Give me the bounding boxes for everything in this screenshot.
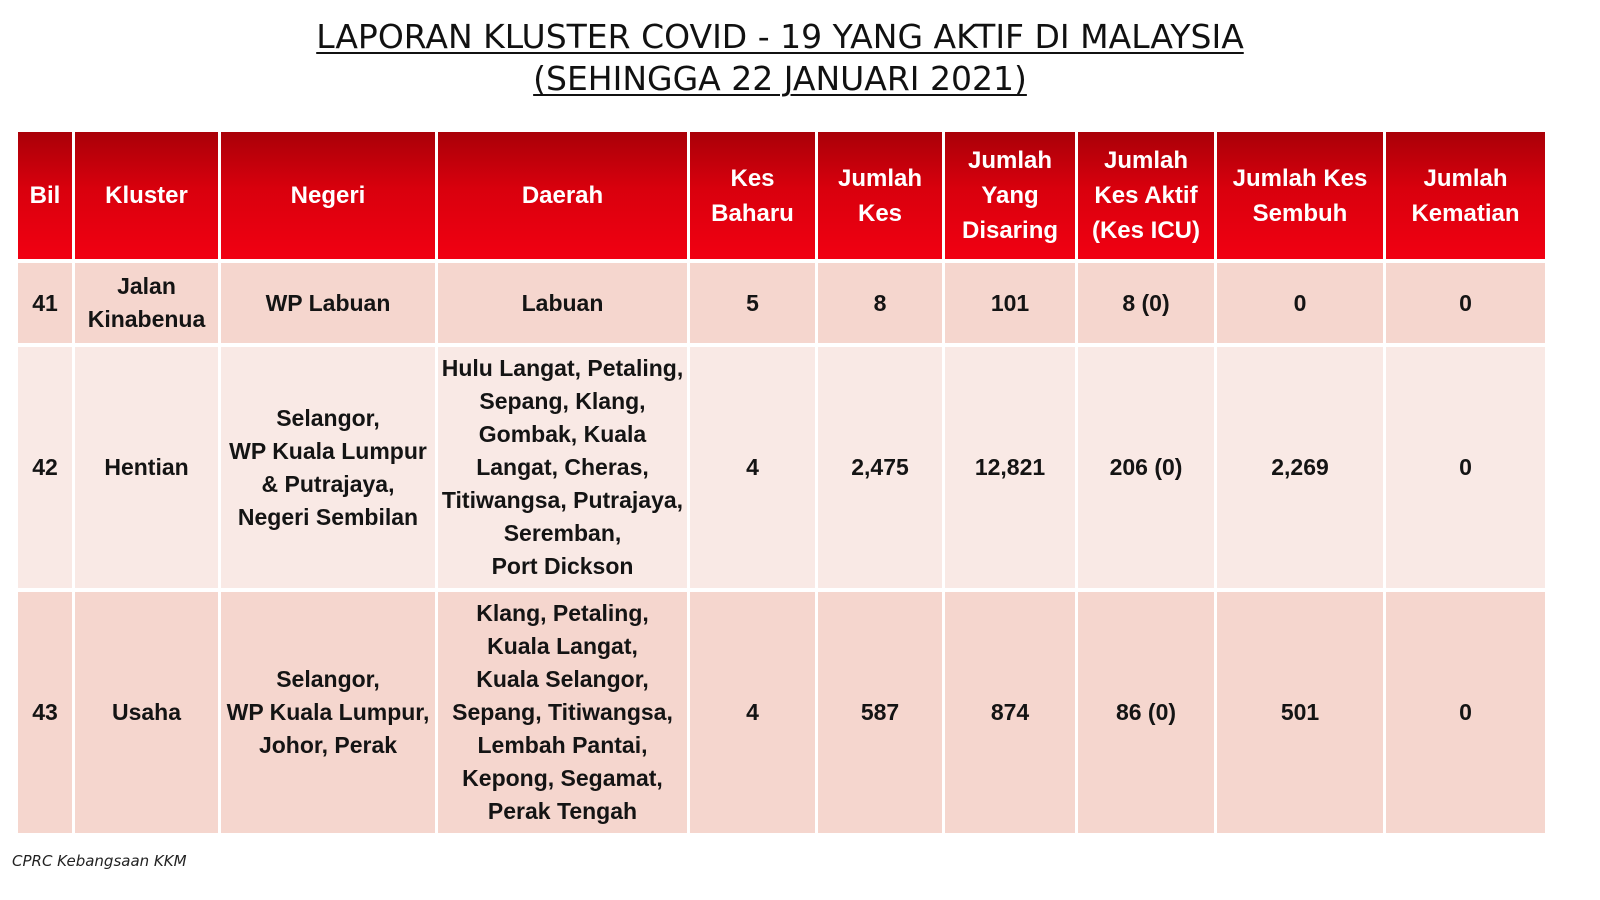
cell-jumlah-kes: 2,475 <box>818 347 942 588</box>
cell-jumlah-kes-sembuh: 0 <box>1217 263 1383 343</box>
header-jumlah-disaring: Jumlah Yang Disaring <box>945 132 1075 259</box>
cell-jumlah-disaring: 12,821 <box>945 347 1075 588</box>
cell-kluster: Jalan Kinabenua <box>75 263 218 343</box>
header-daerah: Daerah <box>438 132 687 259</box>
table-row <box>18 592 1545 833</box>
header-negeri: Negeri <box>221 132 435 259</box>
header-jumlah-kes-aktif: Jumlah Kes Aktif (Kes ICU) <box>1078 132 1214 259</box>
report-title <box>0 16 1560 100</box>
cell-jumlah-kes-sembuh: 501 <box>1217 592 1383 833</box>
cell-bil: 43 <box>18 592 72 833</box>
cell-kes-baharu: 5 <box>690 263 815 343</box>
cell-jumlah-kematian: 0 <box>1386 347 1545 588</box>
table-header-row <box>18 132 1545 259</box>
header-bil: Bil <box>18 132 72 259</box>
cell-daerah: Klang, Petaling, Kuala Langat, Kuala Selangor, Sepang, Titiwangsa, Lembah Pantai, Kepong, Segamat, Perak Tengah <box>438 592 687 833</box>
cell-jumlah-kes-sembuh: 2,269 <box>1217 347 1383 588</box>
title-line-1: LAPORAN KLUSTER COVID - 19 YANG AKTIF DI MALAYSIA <box>316 17 1244 56</box>
cell-negeri: WP Labuan <box>221 263 435 343</box>
cell-jumlah-kes-aktif: 8 (0) <box>1078 263 1214 343</box>
title-line-2: (SEHINGGA 22 JANUARI 2021) <box>533 59 1027 98</box>
header-jumlah-kes-sembuh: Jumlah Kes Sembuh <box>1217 132 1383 259</box>
cell-jumlah-kematian: 0 <box>1386 263 1545 343</box>
cell-bil: 41 <box>18 263 72 343</box>
cell-kes-baharu: 4 <box>690 347 815 588</box>
header-kes-baharu: Kes Baharu <box>690 132 815 259</box>
cell-kluster: Usaha <box>75 592 218 833</box>
table-row <box>18 347 1545 588</box>
table-row <box>18 263 1545 343</box>
cell-bil: 42 <box>18 347 72 588</box>
cell-jumlah-disaring: 874 <box>945 592 1075 833</box>
cell-negeri: Selangor, WP Kuala Lumpur, Johor, Perak <box>221 592 435 833</box>
cell-jumlah-kes-aktif: 86 (0) <box>1078 592 1214 833</box>
cell-negeri: Selangor, WP Kuala Lumpur & Putrajaya, Negeri Sembilan <box>221 347 435 588</box>
header-jumlah-kes: Jumlah Kes <box>818 132 942 259</box>
cell-jumlah-kes: 587 <box>818 592 942 833</box>
cell-jumlah-kes: 8 <box>818 263 942 343</box>
cell-daerah: Hulu Langat, Petaling, Sepang, Klang, Gombak, Kuala Langat, Cheras, Titiwangsa, Putrajaya, Seremban, Port Dickson <box>438 347 687 588</box>
cell-daerah: Labuan <box>438 263 687 343</box>
cluster-table <box>15 128 1548 837</box>
header-jumlah-kematian: Jumlah Kematian <box>1386 132 1545 259</box>
cell-jumlah-disaring: 101 <box>945 263 1075 343</box>
cell-jumlah-kematian: 0 <box>1386 592 1545 833</box>
source-note: CPRC Kebangsaan KKM <box>12 852 187 870</box>
cell-jumlah-kes-aktif: 206 (0) <box>1078 347 1214 588</box>
cell-kes-baharu: 4 <box>690 592 815 833</box>
header-kluster: Kluster <box>75 132 218 259</box>
cell-kluster: Hentian <box>75 347 218 588</box>
